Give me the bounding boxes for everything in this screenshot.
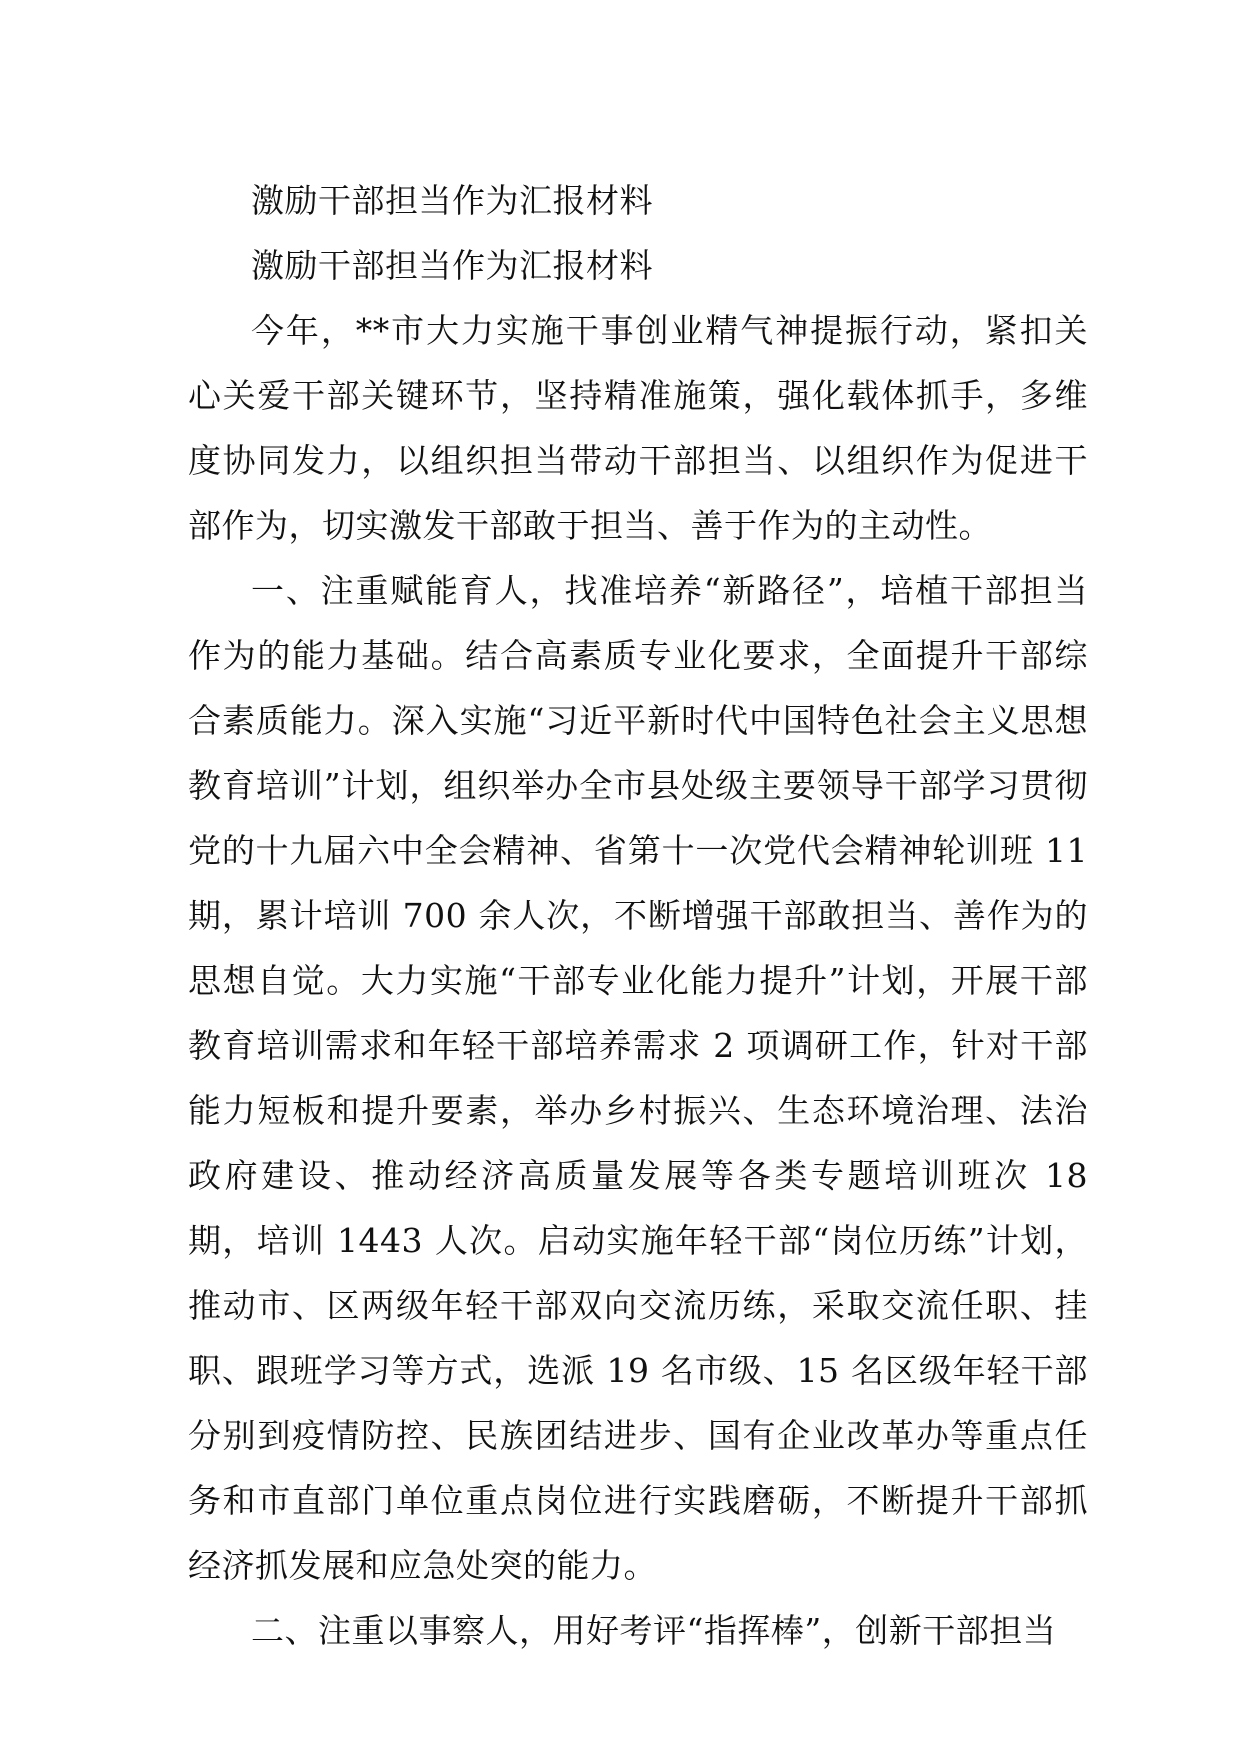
paragraph-section-two: 二、注重以事察人，用好考评“指挥棒”，创新干部担当 — [251, 1611, 1057, 1650]
paragraph-intro: 今年，**市大力实施干事创业精气神提振行动，紧扣关心关爱干部关键环节，坚持精准施策，强化载体抓手，多维度协同发力，以组织担当带动干部担当、以组织作为促进干部作为，切实激发干部敢于担当、善于作为的主动性。 — [188, 311, 1088, 545]
document-title: 激励干部担当作为汇报材料 — [251, 181, 653, 220]
paragraph-section-one: 一、注重赋能育人，找准培养“新路径”，培植干部担当作为的能力基础。结合高素质专业化要求，全面提升干部综合素质能力。深入实施“习近平新时代中国特色社会主义思想教育培训”计划，组织举办全市县处级主要领导干部学习贯彻党的十九届六中全会精神、省第十一次党代会精神轮训班 11 期，累计培训 700 余人次，不断增强干部敢担当、善作为的思想自觉。大力实施“干部专业化能力提升”计划，开展干部教育培训需求和年轻干部培养需求 2 项调研工作，针对干部能力短板和提升要素，举办乡村振兴、生态环境治理、法治政府建设、推动经济高质量发展等各类专题培训班次 18 期，培训 1443 人次。启动实施年轻干部“岗位历练”计划，推动市、区两级年轻干部双向交流历练，采取交流任职、挂职、跟班学习等方式，选派 19 名市级、15 名区级年轻干部分别到疫情防控、民族团结进步、国有企业改革办等重点任务和市直部门单位重点岗位进行实践磨砺，不断提升干部抓经济抓发展和应急处突的能力。 — [188, 571, 1088, 1585]
document-subtitle: 激励干部担当作为汇报材料 — [251, 246, 653, 285]
document-body — [188, 168, 1088, 1663]
